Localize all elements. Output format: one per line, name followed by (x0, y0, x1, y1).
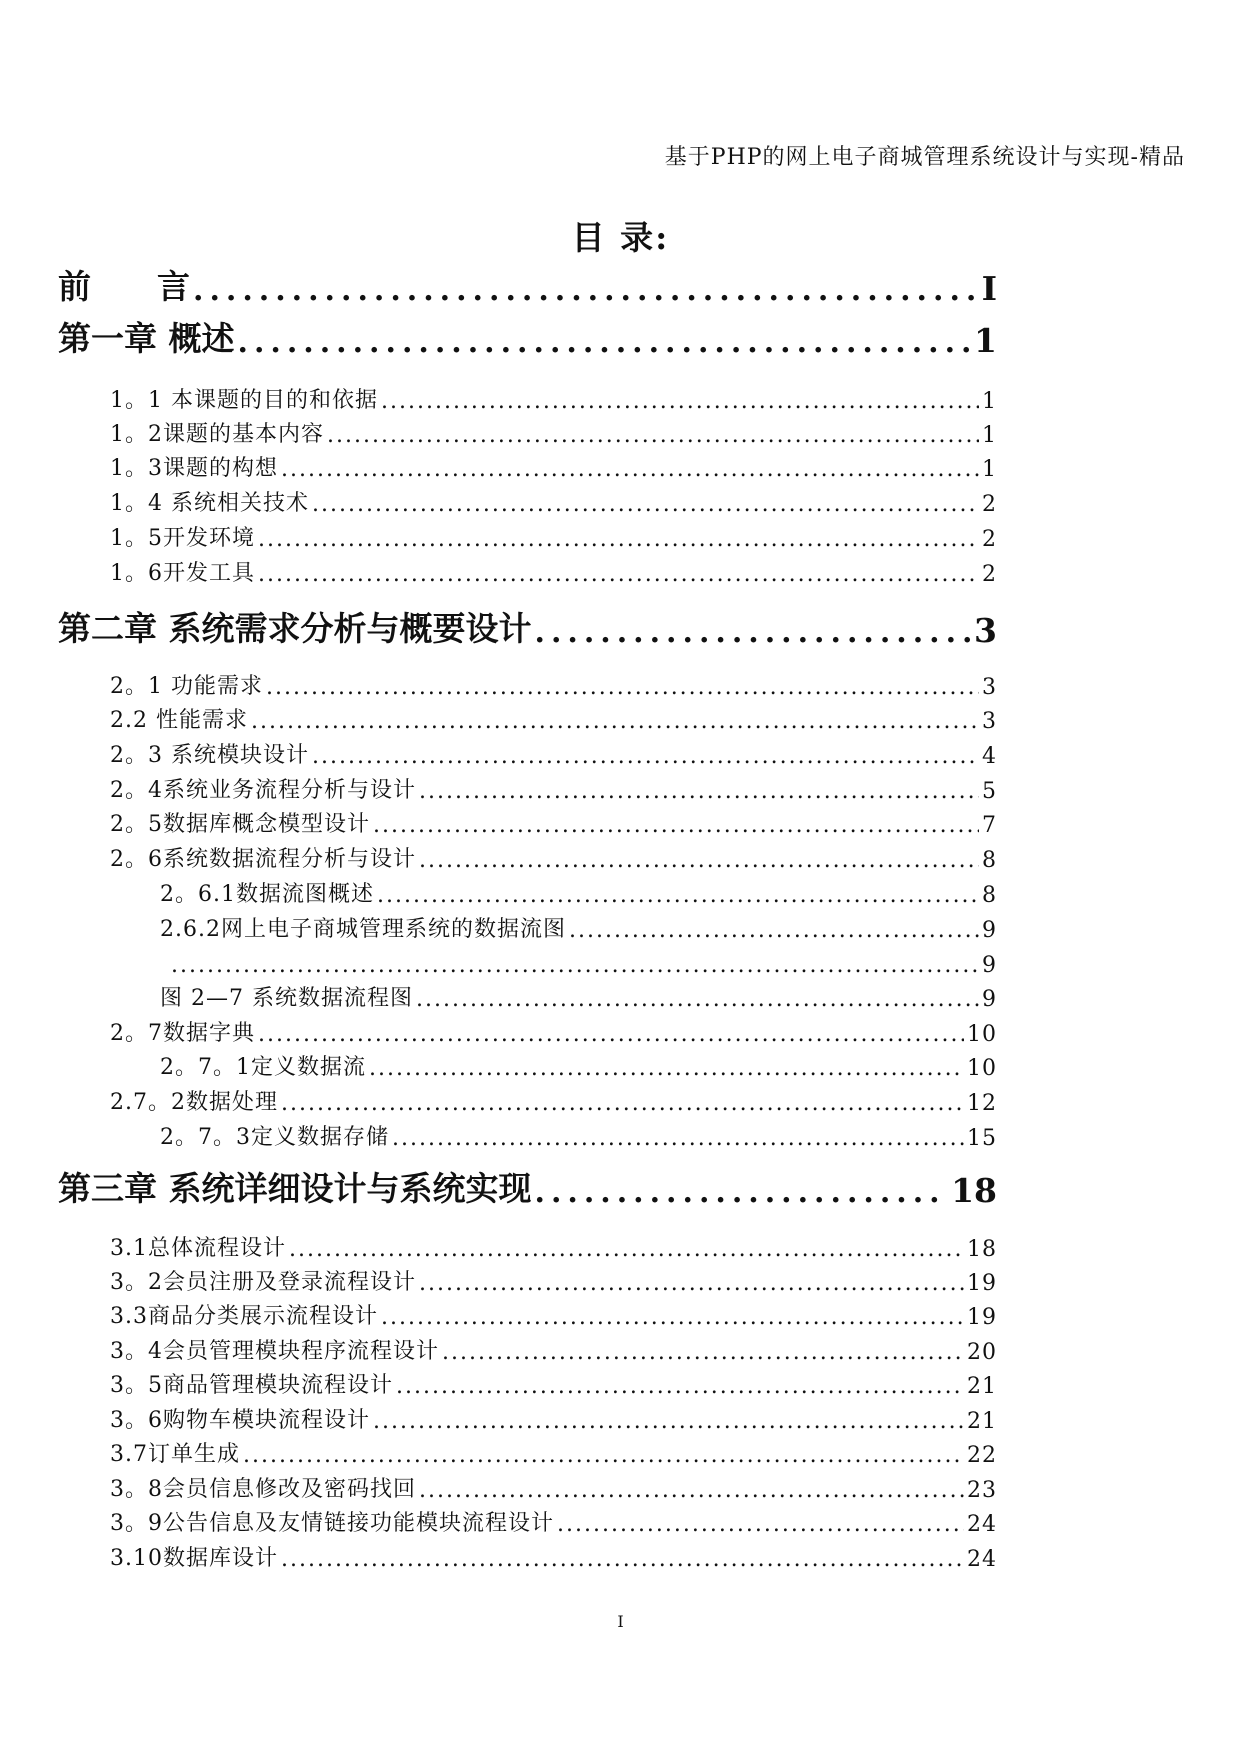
running-header: 基于PHP的网上电子商城管理系统设计与实现-精品 (664, 145, 1185, 170)
dot-leader (312, 492, 979, 517)
toc-entry[interactable] (110, 1404, 997, 1434)
toc-entry[interactable] (110, 1438, 997, 1468)
toc-entry[interactable] (110, 774, 997, 804)
toc-entry[interactable] (110, 557, 997, 587)
toc-entry[interactable] (110, 739, 997, 769)
toc-entry[interactable] (160, 982, 997, 1012)
toc-entry[interactable] (110, 522, 997, 552)
toc-entry-label: 2。5数据库概念模型设计 (110, 812, 370, 837)
toc-entry[interactable] (110, 1232, 997, 1262)
toc-entry-page: 7 (982, 813, 997, 838)
dot-leader (369, 1056, 964, 1081)
toc-entry-label: 3。4会员管理模块程序流程设计 (110, 1339, 439, 1364)
toc-entry-label: 第三章 系统详细设计与系统实现 (58, 1169, 532, 1208)
dot-leader (312, 744, 979, 769)
toc-entry-label: 1。5开发环境 (110, 526, 255, 551)
toc-entry-page: 8 (982, 848, 997, 873)
toc-entry-label: 2。7。1定义数据流 (160, 1055, 366, 1080)
dot-leader (381, 389, 979, 414)
dot-leader (557, 1512, 964, 1537)
dot-leader (327, 423, 979, 448)
toc-entry-page: 18 (951, 1171, 997, 1210)
toc-entry-label: 3.7订单生成 (110, 1442, 240, 1467)
dot-leader (251, 709, 979, 734)
toc-entry-page: 3 (982, 675, 997, 700)
toc-entry-page: 9 (982, 953, 997, 978)
toc-entry[interactable] (110, 1086, 997, 1116)
toc-entry-label: 2。4系统业务流程分析与设计 (110, 778, 416, 803)
toc-entry-label: 2。3 系统模块设计 (110, 743, 309, 768)
toc-entry[interactable] (110, 418, 997, 448)
toc-entry-page: 5 (982, 779, 997, 804)
toc-entry[interactable] (110, 384, 997, 414)
toc-entry-page: 1 (974, 321, 997, 360)
dot-leader (281, 457, 979, 482)
dot-leader (419, 848, 979, 873)
toc-entry-page: 10 (967, 1022, 997, 1047)
toc-entry[interactable] (110, 670, 997, 700)
toc-entry-label: 2。7数据字典 (110, 1021, 255, 1046)
toc-entry[interactable] (58, 606, 997, 650)
toc-entry-label: 3。6购物车模块流程设计 (110, 1408, 370, 1433)
toc-entry-label: 3.3商品分类展示流程设计 (110, 1304, 378, 1329)
toc-entry-page: 22 (967, 1443, 997, 1468)
toc-entry-page: 1 (982, 423, 997, 448)
toc-entry-page: 2 (982, 562, 997, 587)
toc-entry-label: 3。8会员信息修改及密码找回 (110, 1477, 416, 1502)
toc-entry-label: 1。2课题的基本内容 (110, 422, 324, 447)
toc-entry-page: 24 (967, 1547, 997, 1572)
dot-leader (266, 675, 979, 700)
toc-entry[interactable] (110, 1507, 997, 1537)
toc-entry-label: 第二章 系统需求分析与概要设计 (58, 609, 532, 648)
toc-entry[interactable] (110, 843, 997, 873)
toc-entry-label: 3。2会员注册及登录流程设计 (110, 1270, 416, 1295)
toc-entry-page: 10 (967, 1056, 997, 1081)
dot-leader (569, 918, 979, 943)
toc-entry-label: 3。9公告信息及友情链接功能模块流程设计 (110, 1511, 554, 1536)
dot-leader (373, 813, 979, 838)
toc-entry-label: 1。6开发工具 (110, 561, 255, 586)
toc-entry[interactable] (160, 913, 997, 943)
toc-entry-page: I (981, 269, 997, 308)
toc-entry-page: 3 (982, 709, 997, 734)
toc-title: 目 录: (571, 218, 670, 257)
toc-entry[interactable] (58, 264, 997, 308)
toc-entry-label: 3.1总体流程设计 (110, 1236, 286, 1261)
toc-entry-page: 2 (982, 527, 997, 552)
toc-entry[interactable] (110, 704, 997, 734)
dot-leader (243, 1443, 964, 1468)
toc-entry[interactable] (110, 487, 997, 517)
toc-entry-page: 8 (982, 883, 997, 908)
toc-entry-label: 1。3课题的构想 (110, 456, 278, 481)
toc-entry-page: 23 (967, 1478, 997, 1503)
toc-entry[interactable] (58, 1166, 997, 1210)
dot-leader (535, 615, 972, 650)
toc-entry[interactable] (160, 878, 997, 908)
dot-leader (419, 1478, 964, 1503)
toc-entry-page: 12 (967, 1091, 997, 1116)
toc-entry[interactable] (58, 316, 997, 360)
toc-entry-page: 21 (967, 1374, 997, 1399)
toc-entry-label: 第一章 概述 (58, 319, 235, 358)
dot-leader (258, 562, 979, 587)
dot-leader (535, 1175, 949, 1210)
toc-entry-label: 2。1 功能需求 (110, 674, 263, 699)
toc-entry-page: 19 (967, 1271, 997, 1296)
dot-leader (258, 527, 979, 552)
dot-leader (258, 1022, 964, 1047)
dot-leader (392, 1126, 964, 1151)
dot-leader (289, 1237, 964, 1262)
dot-leader (373, 1409, 964, 1434)
toc-entry-label: 2。6系统数据流程分析与设计 (110, 847, 416, 872)
dot-leader (416, 987, 979, 1012)
toc-entry-label: 2.2 性能需求 (110, 708, 248, 733)
dot-leader (381, 1305, 964, 1330)
toc-entry-page: 19 (967, 1305, 997, 1330)
toc-entry-page: 20 (967, 1340, 997, 1365)
toc-entry-label: 3.10数据库设计 (110, 1546, 278, 1571)
toc-entry-page: 3 (974, 611, 997, 650)
toc-entry[interactable] (110, 1369, 997, 1399)
dot-leader (419, 1271, 964, 1296)
toc-entry-page: 9 (982, 987, 997, 1012)
toc-entry-label: 2.6.2网上电子商城管理系统的数据流图 (160, 917, 566, 942)
toc-entry-label: 前 言 (58, 267, 190, 306)
toc-entry-label: 1。1 本课题的目的和依据 (110, 388, 378, 413)
dot-leader (396, 1374, 964, 1399)
toc-entry[interactable] (110, 1473, 997, 1503)
page-number-footer: I (617, 1612, 624, 1631)
dot-leader (238, 325, 972, 360)
toc-entry-label: 2。6.1数据流图概述 (160, 882, 374, 907)
toc-entry[interactable] (160, 1121, 997, 1151)
toc-entry-page: 15 (967, 1126, 997, 1151)
dot-leader (442, 1340, 964, 1365)
toc-entry-label: 图 2—7 系统数据流程图 (160, 986, 413, 1011)
toc-entry-page: 2 (982, 492, 997, 517)
toc-entry[interactable] (110, 1300, 997, 1330)
toc-entry-page: 24 (967, 1512, 997, 1537)
dot-leader (419, 779, 979, 804)
toc-entry-page: 9 (982, 918, 997, 943)
dot-leader (281, 1091, 964, 1116)
toc-entry[interactable] (110, 1266, 997, 1296)
toc-entry[interactable] (110, 1335, 997, 1365)
toc-entry[interactable] (110, 1017, 997, 1047)
toc-entry[interactable] (110, 808, 997, 838)
toc-entry-label: 3。5商品管理模块流程设计 (110, 1373, 393, 1398)
toc-entry-label: 2.7。2数据处理 (110, 1090, 278, 1115)
toc-entry-page: 4 (982, 744, 997, 769)
toc-entry-label: 2。7。3定义数据存储 (160, 1125, 389, 1150)
toc-entry-page: 18 (967, 1237, 997, 1262)
dot-leader (281, 1547, 964, 1572)
dot-leader (171, 953, 979, 978)
toc-entry[interactable] (110, 1542, 997, 1572)
toc-entry[interactable] (110, 452, 997, 482)
toc-entry[interactable] (160, 1051, 997, 1081)
toc-entry-page: 1 (982, 389, 997, 414)
toc-entry-page: 1 (982, 457, 997, 482)
dot-leader (193, 273, 979, 308)
dot-leader (377, 883, 979, 908)
toc-entry[interactable] (168, 948, 997, 978)
toc-entry-page: 21 (967, 1409, 997, 1434)
toc-entry-label: 1。4 系统相关技术 (110, 491, 309, 516)
